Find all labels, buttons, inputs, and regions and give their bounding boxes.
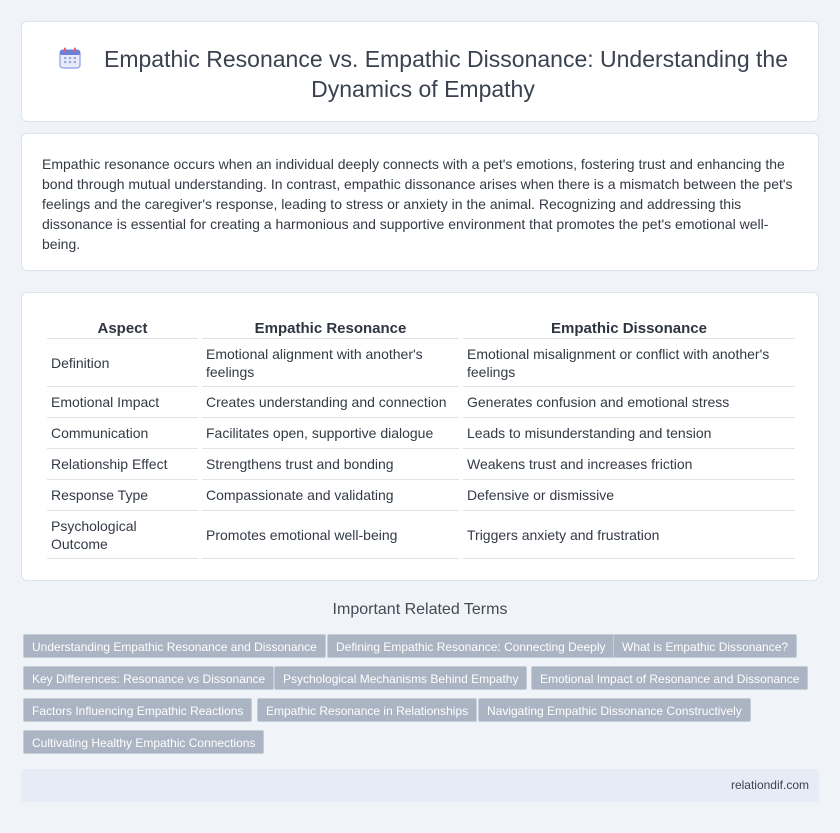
table-row — [47, 511, 795, 559]
table-cell-dissonance: Emotional misalignment or conflict with another's feelings — [463, 339, 795, 387]
related-tag[interactable]: What is Empathic Dissonance? — [613, 634, 797, 658]
header-dissonance: Empathic Dissonance — [463, 315, 795, 339]
related-tag[interactable]: Defining Empathic Resonance: Connecting Deeply — [327, 634, 615, 658]
table-cell-resonance: Creates understanding and connection — [202, 387, 459, 418]
table-cell-resonance: Facilitates open, supportive dialogue — [202, 418, 459, 449]
related-tag[interactable]: Factors Influencing Empathic Reactions — [23, 698, 252, 722]
table-row — [47, 339, 795, 387]
table-cell-aspect: Psychological Outcome — [47, 511, 198, 559]
table-cell-dissonance: Defensive or dismissive — [463, 480, 795, 511]
table-row — [47, 449, 795, 480]
table-cell-resonance: Strengthens trust and bonding — [202, 449, 459, 480]
table-cell-aspect: Definition — [47, 339, 198, 387]
table-cell-aspect: Emotional Impact — [47, 387, 198, 418]
comparison-card — [21, 292, 819, 581]
related-tag[interactable]: Understanding Empathic Resonance and Dissonance — [23, 634, 326, 658]
footer — [21, 769, 819, 802]
table-cell-aspect: Communication — [47, 418, 198, 449]
intro-card — [21, 133, 819, 271]
table-cell-resonance: Emotional alignment with another's feelings — [202, 339, 459, 387]
related-tag[interactable]: Key Differences: Resonance vs Dissonance — [23, 666, 274, 690]
table-cell-dissonance: Weakens trust and increases friction — [463, 449, 795, 480]
header-aspect: Aspect — [47, 315, 198, 339]
related-tag[interactable]: Navigating Empathic Dissonance Constructively — [478, 698, 751, 722]
table-header-row — [47, 315, 795, 339]
footer-site-link[interactable]: relationdif.com — [730, 778, 809, 792]
table-cell-resonance: Promotes emotional well-being — [202, 511, 459, 559]
page-title-text: Empathic Resonance vs. Empathic Dissonance: Understanding the Dynamics of Empathy — [104, 46, 788, 102]
related-terms-title: Important Related Terms — [332, 601, 508, 618]
table-cell-dissonance: Leads to misunderstanding and tension — [463, 418, 795, 449]
header-resonance: Empathic Resonance — [202, 315, 459, 339]
page-title — [42, 44, 804, 104]
table-cell-aspect: Relationship Effect — [47, 449, 198, 480]
table-cell-aspect: Response Type — [47, 480, 198, 511]
related-tag[interactable]: Cultivating Healthy Empathic Connections — [23, 730, 264, 754]
table-row — [47, 480, 795, 511]
related-tag[interactable]: Psychological Mechanisms Behind Empathy — [274, 666, 527, 690]
related-tag[interactable]: Empathic Resonance in Relationships — [257, 698, 477, 722]
header-card — [21, 21, 819, 122]
related-tag[interactable]: Emotional Impact of Resonance and Dissonance — [531, 666, 808, 690]
table-row — [47, 387, 795, 418]
intro-paragraph: Empathic resonance occurs when an individual deeply connects with a pet's emotions, fostering trust and enhancing the bond through mutual understanding. In contrast, empathic dissonance arises when there is a mismatch between the pet's feelings and the caregiver's response, leading to stress or anxiety in the animal. Recognizing and addressing this dissonance is essential for creating a harmonious and supportive environment that promotes the pet's emotional well-being. — [42, 156, 793, 252]
comparison-table — [43, 315, 799, 559]
title-wrap — [42, 44, 804, 104]
table-cell-dissonance: Generates confusion and emotional stress — [463, 387, 795, 418]
table-row — [47, 418, 795, 449]
table-cell-resonance: Compassionate and validating — [202, 480, 459, 511]
table-cell-dissonance: Triggers anxiety and frustration — [463, 511, 795, 559]
calendar-icon — [58, 46, 82, 70]
